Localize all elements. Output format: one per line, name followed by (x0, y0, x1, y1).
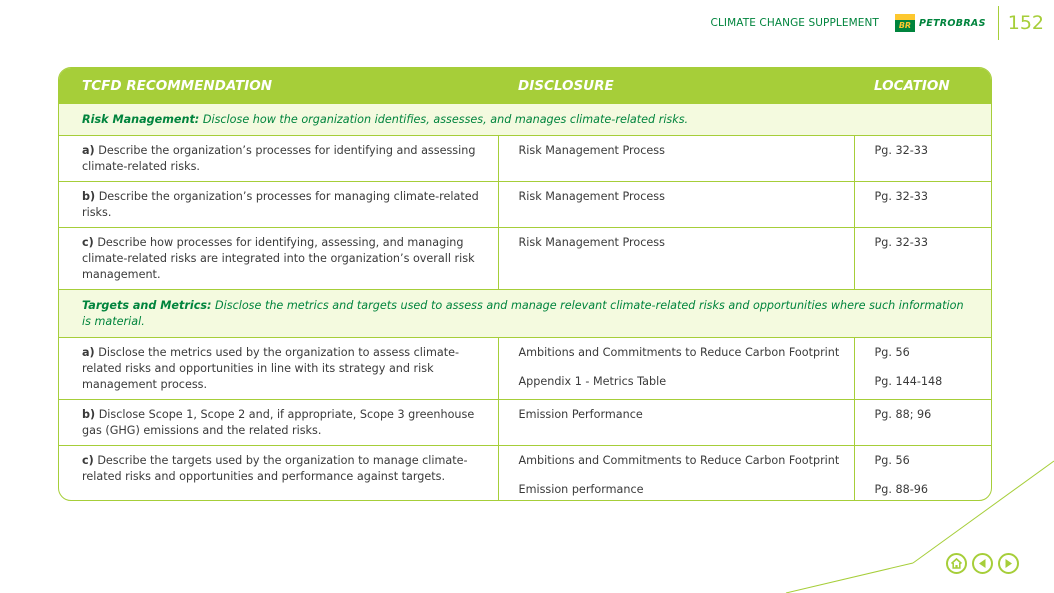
recommendation-text: Disclose Scope 1, Scope 2 and, if appropriate, Scope 3 greenhouse gas (GHG) emissions and the related risks. (82, 408, 475, 437)
section-heading (59, 290, 992, 338)
recommendation-cell (59, 338, 498, 400)
recommendation-text: Describe the organization’s processes for identifying and assessing climate-related risks. (82, 144, 476, 173)
recommendation-cell (59, 228, 498, 290)
page-reference: Pg. 32-33 (874, 190, 928, 203)
disclosure-item: Risk Management Process (518, 190, 665, 203)
section-row (59, 104, 992, 136)
disclosure-item: Ambitions and Commitments to Reduce Carbon Footprint (518, 346, 840, 359)
location-cell (854, 446, 992, 502)
header-recommendation: TCFD RECOMMENDATION (59, 68, 498, 104)
header-location: LOCATION (854, 68, 992, 104)
disclosure-cell (498, 136, 854, 182)
table-row (59, 136, 992, 182)
home-icon (950, 557, 963, 570)
section-title: Targets and Metrics: (82, 299, 212, 312)
item-label: c) (82, 454, 94, 467)
recommendation-text: Describe the targets used by the organization to manage climate-related risks and opportunities and performance against targets. (82, 454, 468, 483)
disclosure-item: Emission Performance (518, 408, 643, 421)
page-reference: Pg. 144-148 (874, 375, 943, 388)
previous-icon (977, 558, 988, 569)
page-reference: Pg. 32-33 (874, 144, 928, 157)
header-divider (998, 6, 999, 40)
disclosure-cell (498, 446, 854, 502)
page-reference: Pg. 56 (874, 454, 910, 467)
disclosure-cell (498, 228, 854, 290)
next-page-button[interactable] (998, 553, 1019, 574)
section-title: CLIMATE CHANGE SUPPLEMENT (710, 17, 879, 29)
disclosure-item: Risk Management Process (518, 144, 665, 157)
disclosure-cell (498, 338, 854, 400)
recommendation-cell (59, 446, 498, 502)
recommendation-text: Disclose the metrics used by the organization to assess climate-related risks and opportunities in line with its strategy and risk management process. (82, 346, 460, 391)
logo-wordmark: PETROBRAS (918, 17, 986, 29)
home-button[interactable] (946, 553, 967, 574)
section-row (59, 290, 992, 338)
header-disclosure: DISCLOSURE (498, 68, 854, 104)
location-cell (854, 136, 992, 182)
location-cell (854, 400, 992, 446)
page-reference: Pg. 32-33 (874, 236, 928, 249)
recommendation-text: Describe the organization’s processes for managing climate-related risks. (82, 190, 479, 219)
section-title: Risk Management: (82, 113, 200, 126)
recommendation-cell (59, 400, 498, 446)
tcfd-table (58, 67, 992, 501)
location-cell (854, 182, 992, 228)
section-description: Disclose the metrics and targets used to assess and manage relevant climate-related risks and opportunities where such information is material. (82, 299, 964, 328)
petrobras-logo (895, 14, 986, 32)
disclosure-cell (498, 400, 854, 446)
table-header-row (59, 68, 992, 104)
next-icon (1003, 558, 1014, 569)
disclosure-cell (498, 182, 854, 228)
item-label: c) (82, 236, 94, 249)
page-number: 152 (1007, 12, 1044, 34)
page-reference: Pg. 56 (874, 346, 910, 359)
item-label: a) (82, 346, 95, 359)
table-row (59, 446, 992, 502)
item-label: b) (82, 408, 96, 421)
location-cell (854, 228, 992, 290)
table-row (59, 338, 992, 400)
item-label: a) (82, 144, 95, 157)
table-row (59, 182, 992, 228)
section-heading (59, 104, 992, 136)
recommendation-cell (59, 136, 498, 182)
page-navigation (946, 553, 1024, 574)
disclosure-item: Emission performance (518, 483, 644, 496)
table-row (59, 400, 992, 446)
page-header (711, 8, 1044, 38)
recommendation-cell (59, 182, 498, 228)
section-description: Disclose how the organization identifies, assesses, and manages climate-related risks. (202, 113, 689, 126)
disclosure-item: Risk Management Process (518, 236, 665, 249)
br-logo-icon: BR (895, 14, 915, 32)
recommendation-text: Describe how processes for identifying, assessing, and managing climate-related risks are integrated into the organization’s overall risk management. (82, 236, 475, 281)
table-row (59, 228, 992, 290)
previous-page-button[interactable] (972, 553, 993, 574)
page-reference: Pg. 88; 96 (874, 408, 932, 421)
page-reference: Pg. 88-96 (874, 483, 928, 496)
disclosure-item: Appendix 1 - Metrics Table (518, 375, 667, 388)
location-cell (854, 338, 992, 400)
item-label: b) (82, 190, 96, 203)
disclosure-item: Ambitions and Commitments to Reduce Carbon Footprint (518, 454, 840, 467)
